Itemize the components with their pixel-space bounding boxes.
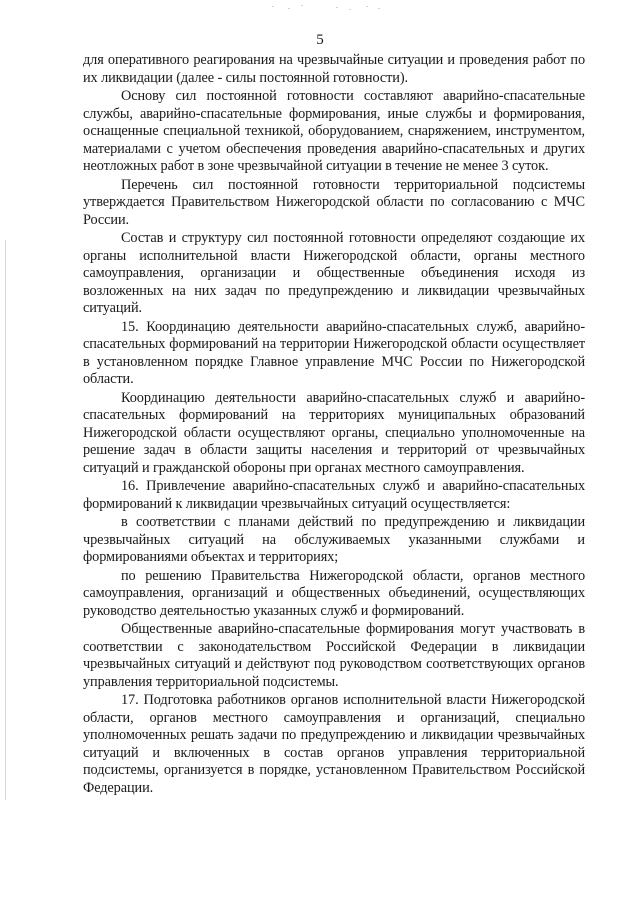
paragraph-forces-composition: Состав и структуру сил постоянной готовности определяют создающие их органы исполнительной власти Нижегородской области, органы местного самоуправления, организации и общественные объединения исходя из возложенных на них задач по предупреждению и ликвидации чрезвычайных ситуаций. [83, 230, 585, 316]
scan-edge-line [5, 240, 6, 800]
paragraph-item-16: 16. Привлечение аварийно-спасательных служб и аварийно-спасательных формирований к ликвидации чрезвычайных ситуаций осуществляется: [83, 478, 585, 512]
paragraph-item-15: 15. Координацию деятельности аварийно-спасательных служб, аварийно-спасательных формирований на территории Нижегородской области осуществляет в установленном порядке Главное управление МЧС России по Нижегородской области. [83, 318, 585, 387]
document-body [83, 52, 585, 798]
page-number: 5 [316, 32, 324, 48]
scan-artifact [270, 4, 390, 12]
paragraph-continuation: для оперативного реагирования на чрезвычайные ситуации и проведения работ по их ликвидации (далее - силы постоянной готовности). [83, 52, 585, 86]
paragraph-per-plans: в соответствии с планами действий по предупреждению и ликвидации чрезвычайных ситуаций на обслуживаемых указанными службами и формированиями объектах и территориях; [83, 514, 585, 565]
paragraph-coordination: Координацию деятельности аварийно-спасательных служб и аварийно-спасательных формирований на территориях муниципальных образований Нижегородской области осуществляют органы, специально уполномоченные на решение задач в области защиты населения и территорий от чрезвычайных ситуаций и гражданской обороны при органах местного самоуправления. [83, 389, 585, 476]
paragraph-per-decision: по решению Правительства Нижегородской области, органов местного самоуправления, организаций и общественных объединений, осуществляющих руководство деятельностью указанных служб и формирований. [83, 567, 585, 619]
paragraph-item-17: 17. Подготовка работников органов исполнительной власти Нижегородской области, органов местного самоуправления и организаций, специально уполномоченных решать задачи по предупреждению и ликвидации чрезвычайных ситуаций и включенных в состав органов управления территориальной подсистемы, организуется в порядке, установленном Правительством Российской Федерации. [83, 692, 585, 796]
paragraph-forces-list: Перечень сил постоянной готовности территориальной подсистемы утверждается Правительством Нижегородской области по согласованию с МЧС России. [83, 176, 585, 228]
paragraph-public-formations: Общественные аварийно-спасательные формирования могут участвовать в соответствии с законодательством Российской Федерации в ликвидации чрезвычайных ситуаций и действуют под руководством соответствующих органов управления территориальной подсистемы. [83, 621, 585, 690]
paragraph-base-forces: Основу сил постоянной готовности составляют аварийно-спасательные службы, аварийно-спасательные формирования, иные службы и формирования, оснащенные специальной техникой, оборудованием, снаряжением, инструментом, материалами с учетом обеспечения проведения аварийно-спасательных и других неотложных работ в зоне чрезвычайной ситуации в течение не менее 3 суток. [83, 88, 585, 174]
